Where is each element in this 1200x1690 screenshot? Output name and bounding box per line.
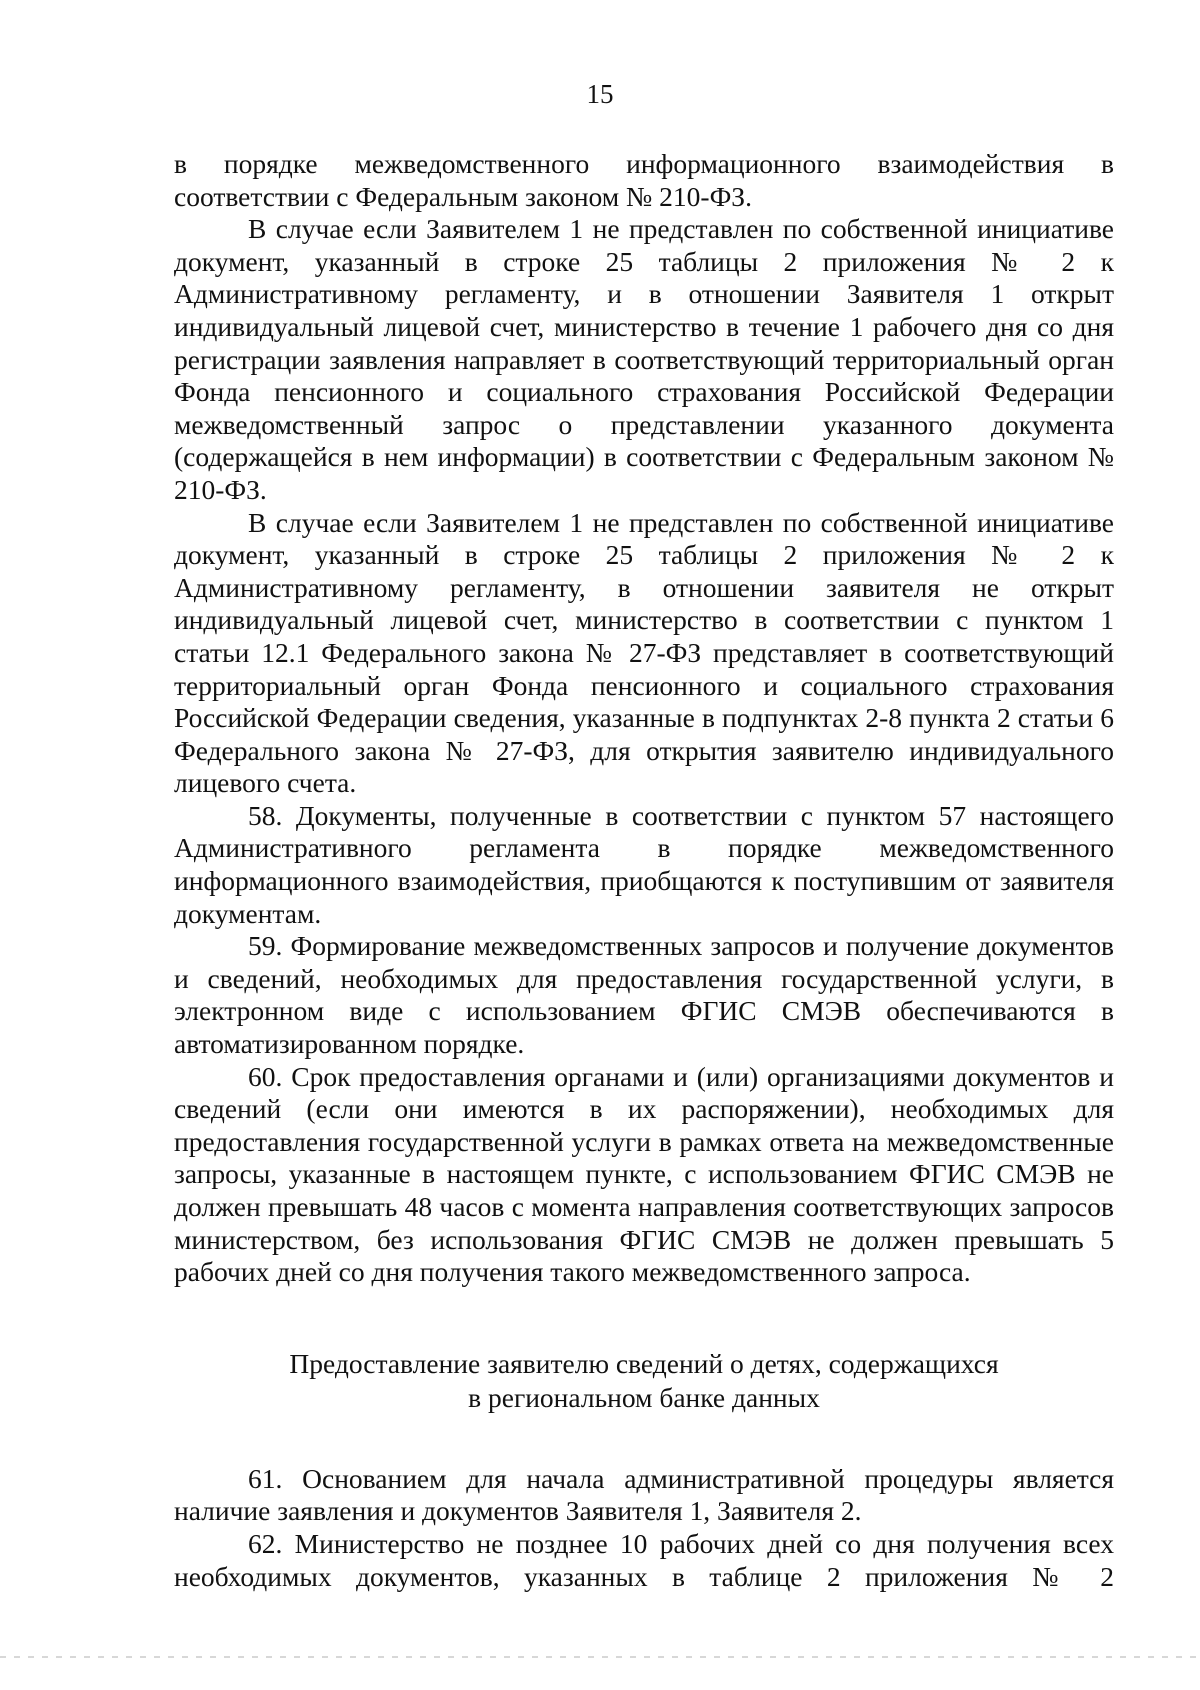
paragraph-applicant1-account-not-open: В случае если Заявителем 1 не представлен по собственной инициативе документ, указанный в строке 25 таблицы 2 приложения № 2 к Административному регламенту, в отношении заявителя не открыт индивидуальный лицевой счет, министерство в соответствии с пунктом 1 статьи 12.1 Федерального закона № 27-ФЗ представляет в соответствующий территориальный орган Фонда пенсионного и социального страхования Российской Федерации сведения, указанные в подпунктах 2-8 пункта 2 статьи 6 Федерального закона № 27-ФЗ, для открытия заявителю индивидуального лицевого счета. bbox=[174, 506, 1114, 799]
section-heading-line2: в региональном банке данных bbox=[468, 1381, 820, 1413]
page-number: 15 bbox=[586, 79, 614, 109]
paragraph-applicant1-account-open: В случае если Заявителем 1 не представлен по собственной инициативе документ, указанный в строке 25 таблицы 2 приложения № 2 к Административному регламенту, и в отношении Заявителя 1 открыт индивидуальный лицевой счет, министерство в течение 1 рабочего дня со дня регистрации заявления направляет в соответствующий территориальный орган Фонда пенсионного и социального страхования Российской Федерации межведомственный запрос о представлении указанного документа (содержащейся в нем информации) в соответствии с Федеральным законом № 210-ФЗ. bbox=[174, 213, 1114, 505]
paragraph-continuation: в порядке межведомственного информационного взаимодействия в соответствии с Федеральным законом № 210-ФЗ. bbox=[174, 148, 1114, 212]
scan-artifact-line bbox=[0, 1656, 1200, 1658]
document-body bbox=[174, 148, 1114, 1593]
section-heading bbox=[174, 1347, 1114, 1415]
section-heading-line1: Предоставление заявителю сведений о детях, содержащихся bbox=[289, 1347, 999, 1379]
paragraph-60: 60. Срок предоставления органами и (или) организациями документов и сведений (если они имеются в их распоряжении), необходимых для предоставления государственной услуги в рамках ответа на межведомственные запросы, указанные в настоящем пункте, с использованием ФГИС СМЭВ не должен превышать 48 часов с момента направления соответствующих запросов министерством, без использования ФГИС СМЭВ не должен превышать 5 рабочих дней со дня получения такого межведомственного запроса. bbox=[174, 1060, 1114, 1288]
paragraph-62: 62. Министерство не позднее 10 рабочих дней со дня получения всех необходимых документов, указанных в таблице 2 приложения № 2 bbox=[174, 1527, 1114, 1592]
paragraph-61: 61. Основанием для начала административной процедуры является наличие заявления и документов Заявителя 1, Заявителя 2. bbox=[174, 1462, 1114, 1527]
paragraph-58: 58. Документы, полученные в соответствии с пунктом 57 настоящего Административного регламента в порядке межведомственного информационного взаимодействия, приобщаются к поступившим от заявителя документам. bbox=[174, 799, 1114, 929]
paragraph-59: 59. Формирование межведомственных запросов и получение документов и сведений, необходимых для предоставления государственной услуги, в электронном виде с использованием ФГИС СМЭВ обеспечиваются в автоматизированном порядке. bbox=[174, 930, 1114, 1060]
